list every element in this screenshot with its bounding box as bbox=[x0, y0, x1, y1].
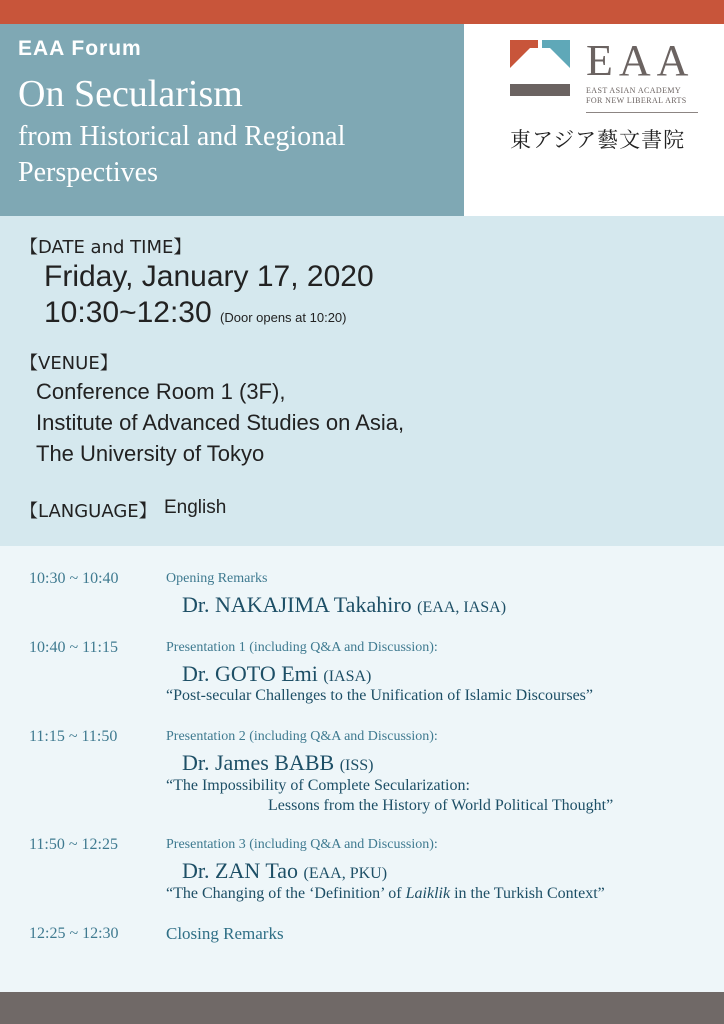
talk-title: “The Impossibility of Complete Secularization: bbox=[166, 777, 470, 794]
program-speaker bbox=[182, 592, 506, 618]
talk-title: “Post-secular Challenges to the Unification of Islamic Discourses” bbox=[166, 687, 593, 704]
talk-title-part: “The Changing of the ‘Definition’ of bbox=[166, 885, 406, 902]
venue-line: Conference Room 1 (3F), bbox=[36, 379, 286, 404]
program-schedule bbox=[0, 546, 724, 992]
logo-block bbox=[464, 24, 724, 216]
bottom-accent-bar bbox=[0, 992, 724, 1024]
program-label: Closing Remarks bbox=[166, 924, 284, 943]
program-time: 12:25 ~ 12:30 bbox=[29, 925, 119, 942]
program-speaker bbox=[182, 661, 371, 687]
talk-title-continued: Lessons from the History of World Political Thought” bbox=[268, 797, 614, 814]
top-accent-bar bbox=[0, 0, 724, 24]
speaker-name: Dr. James BABB bbox=[182, 750, 335, 775]
program-label: Presentation 1 (including Q&A and Discussion): bbox=[166, 640, 438, 655]
language-value: English bbox=[164, 497, 227, 518]
event-title: On Secularism bbox=[18, 73, 243, 115]
program-label: Opening Remarks bbox=[166, 571, 268, 586]
program-time: 11:15 ~ 11:50 bbox=[29, 728, 118, 745]
speaker-name: Dr. NAKAJIMA Takahiro bbox=[182, 592, 412, 617]
talk-title-italic: Laiklik bbox=[405, 885, 451, 902]
logo-japanese-name: 東アジア藝文書院 bbox=[510, 128, 686, 152]
eaa-logo-icon bbox=[510, 40, 570, 100]
talk-title bbox=[166, 885, 605, 903]
venue-line: Institute of Advanced Studies on Asia, bbox=[36, 410, 405, 435]
event-date: Friday, January 17, 2020 bbox=[44, 260, 374, 293]
logo-english-line: FOR NEW LIBERAL ARTS bbox=[586, 96, 687, 105]
program-speaker bbox=[182, 750, 373, 776]
logo-wordmark: EAA bbox=[586, 36, 695, 85]
speaker-affiliation: (EAA, PKU) bbox=[303, 865, 388, 882]
door-open-note: (Door opens at 10:20) bbox=[220, 310, 347, 325]
event-time: 10:30~12:30 bbox=[44, 296, 212, 329]
logo-english-line: EAST ASIAN ACADEMY bbox=[586, 86, 682, 95]
logo-divider bbox=[586, 112, 698, 113]
speaker-affiliation: (EAA, IASA) bbox=[417, 599, 507, 616]
program-label: Presentation 3 (including Q&A and Discussion): bbox=[166, 837, 438, 852]
program-speaker bbox=[182, 858, 387, 884]
venue-label: 【VENUE】 bbox=[20, 353, 118, 374]
speaker-affiliation: (ISS) bbox=[339, 757, 374, 774]
forum-label: EAA Forum bbox=[18, 37, 142, 60]
date-time-label: 【DATE and TIME】 bbox=[20, 237, 192, 258]
program-label: Presentation 2 (including Q&A and Discussion): bbox=[166, 729, 438, 744]
event-info bbox=[0, 216, 724, 546]
talk-title-part: in the Turkish Context” bbox=[450, 885, 605, 902]
program-time: 11:50 ~ 12:25 bbox=[29, 836, 118, 853]
title-block bbox=[0, 24, 464, 216]
program-time: 10:30 ~ 10:40 bbox=[29, 570, 119, 587]
event-subtitle: from Historical and Regional Perspectives bbox=[18, 121, 346, 188]
language-label: 【LANGUAGE】 bbox=[20, 501, 157, 522]
speaker-name: Dr. GOTO Emi bbox=[182, 661, 318, 686]
logo-english-name bbox=[586, 86, 687, 106]
speaker-affiliation: (IASA) bbox=[323, 668, 372, 685]
venue-line: The University of Tokyo bbox=[36, 441, 265, 466]
program-time: 10:40 ~ 11:15 bbox=[29, 639, 118, 656]
speaker-name: Dr. ZAN Tao bbox=[182, 858, 298, 883]
event-time-row bbox=[44, 296, 346, 330]
